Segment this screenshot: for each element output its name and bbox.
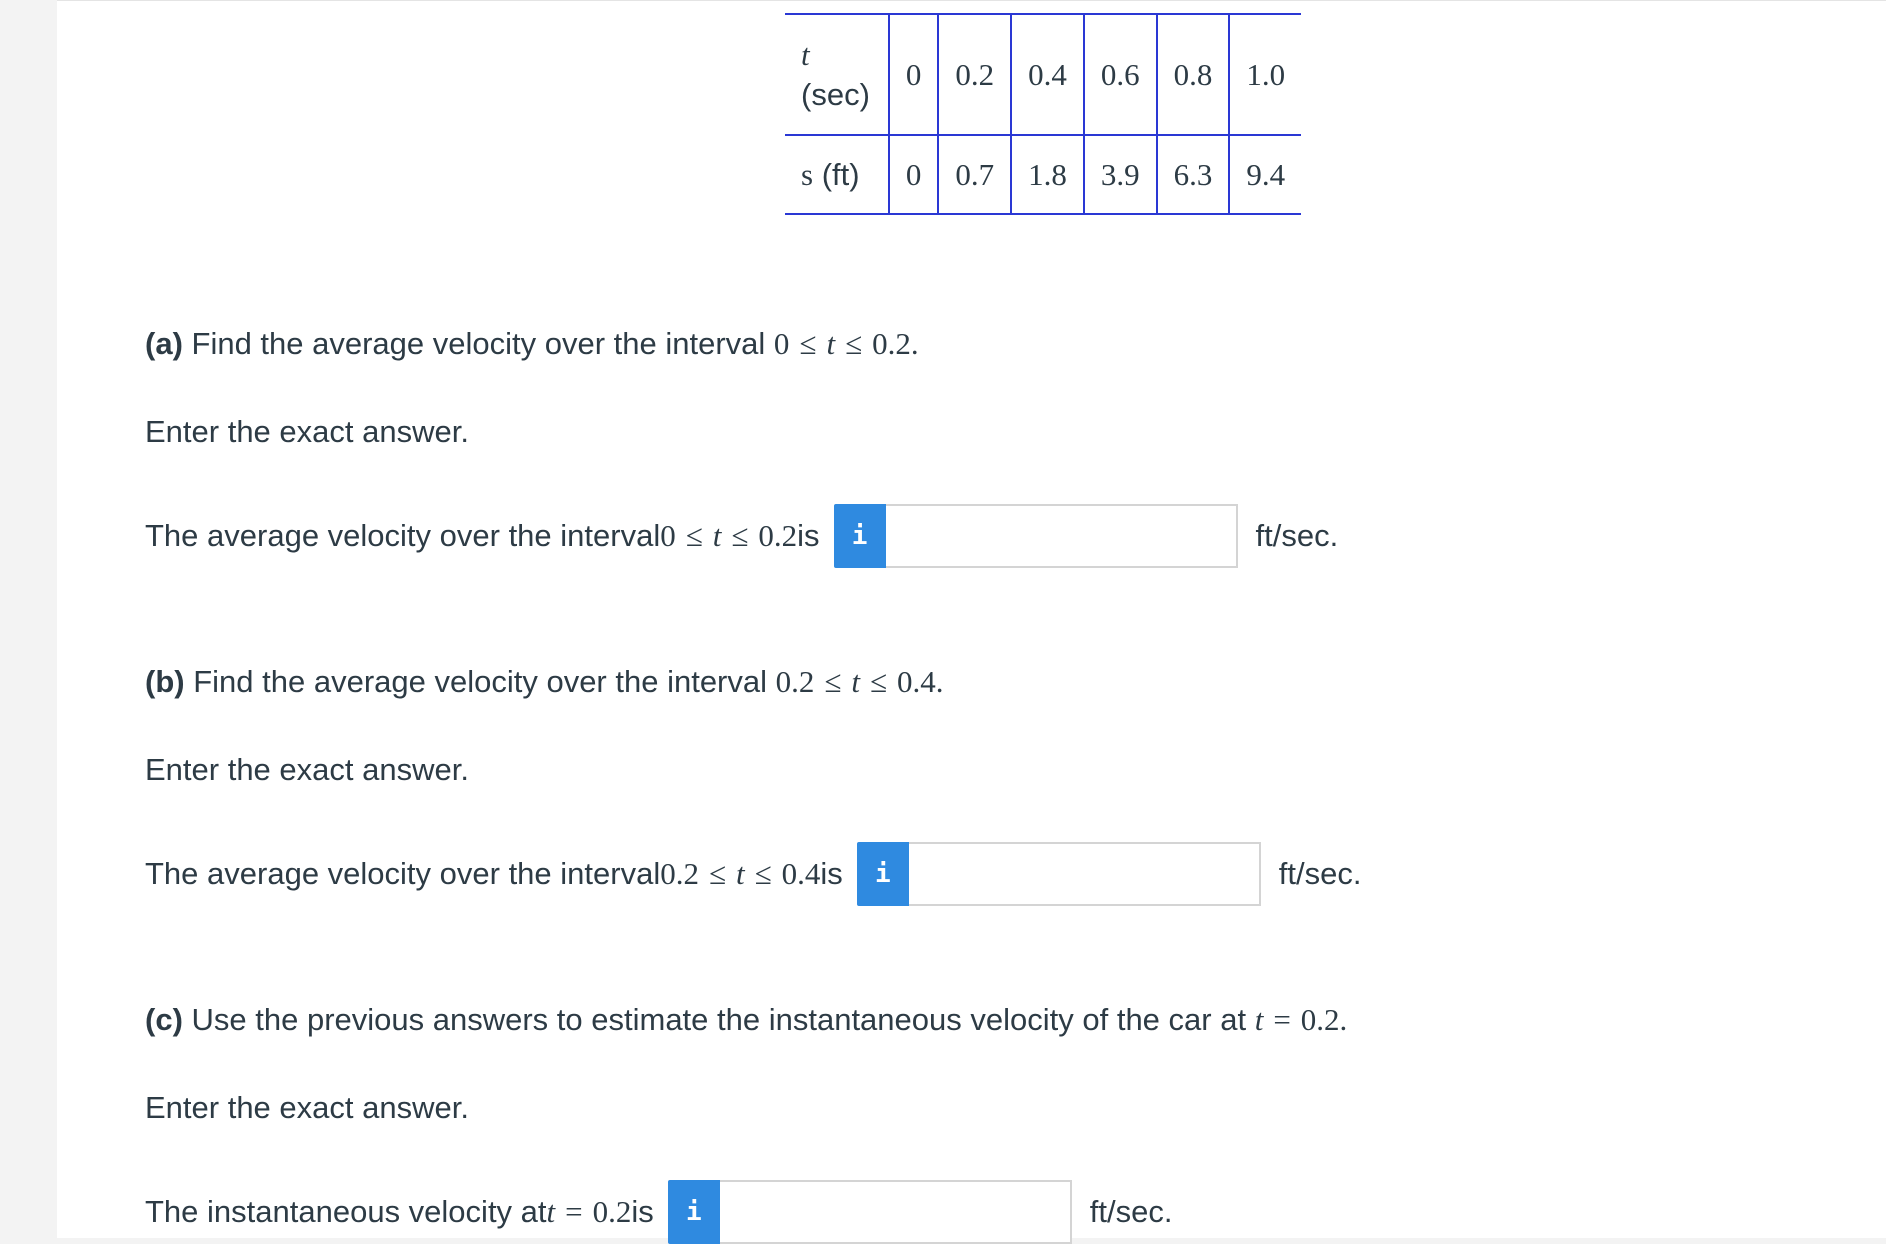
position-value: 9.4 bbox=[1229, 135, 1301, 214]
interval-lower: 0.2 bbox=[660, 856, 699, 891]
part-a-answer-input[interactable] bbox=[886, 504, 1238, 568]
question-page bbox=[57, 0, 1886, 1238]
time-value: 0.2 bbox=[1300, 1002, 1340, 1037]
interval-variable: t bbox=[735, 856, 745, 891]
position-value: 0 bbox=[889, 135, 939, 214]
leq-symbol: ≤ bbox=[799, 326, 817, 361]
position-variable: s bbox=[801, 156, 814, 192]
equals-symbol: = bbox=[565, 1194, 583, 1229]
part-b-answer-prefix: The average velocity over the interval bbox=[145, 856, 661, 891]
time-unit: (sec) bbox=[801, 76, 870, 112]
time-value: 0.2 bbox=[938, 14, 1011, 135]
part-b-answer-input[interactable] bbox=[909, 842, 1261, 906]
part-b-interval bbox=[776, 664, 944, 699]
part-c-answer-condition bbox=[547, 1194, 632, 1230]
time-variable: t bbox=[1254, 1002, 1264, 1037]
position-data-table bbox=[785, 13, 1301, 215]
time-value: 0.2 bbox=[592, 1194, 632, 1229]
period: . bbox=[935, 664, 944, 699]
part-c-condition bbox=[1255, 1002, 1348, 1037]
part-b-label: (b) bbox=[145, 664, 185, 699]
part-c-question bbox=[145, 1002, 1347, 1038]
time-row bbox=[785, 14, 1301, 135]
period: . bbox=[910, 326, 919, 361]
part-b-instruction: Enter the exact answer. bbox=[145, 752, 469, 787]
interval-variable: t bbox=[826, 326, 836, 361]
time-row-header bbox=[785, 14, 889, 135]
info-icon[interactable]: i bbox=[834, 504, 886, 568]
part-c-answer-row bbox=[145, 1180, 1172, 1244]
position-value: 1.8 bbox=[1011, 135, 1084, 214]
time-value: 0.6 bbox=[1084, 14, 1157, 135]
part-c-answer-prefix: The instantaneous velocity at bbox=[145, 1194, 547, 1229]
leq-symbol: ≤ bbox=[731, 518, 749, 553]
part-b-answer-interval bbox=[660, 856, 820, 892]
part-c-instruction: Enter the exact answer. bbox=[145, 1090, 469, 1125]
interval-lower: 0 bbox=[773, 326, 790, 361]
leq-symbol: ≤ bbox=[685, 518, 703, 553]
position-value: 6.3 bbox=[1157, 135, 1230, 214]
leq-symbol: ≤ bbox=[824, 664, 842, 699]
part-b-answer-row bbox=[145, 842, 1361, 906]
part-a-prompt: Find the average velocity over the interval bbox=[182, 326, 774, 361]
part-a-answer-row bbox=[145, 504, 1338, 568]
leq-symbol: ≤ bbox=[708, 856, 726, 891]
part-a-answer-interval bbox=[660, 518, 797, 554]
time-value: 0.8 bbox=[1157, 14, 1230, 135]
time-variable: t bbox=[801, 36, 810, 72]
part-b-unit: ft/sec. bbox=[1278, 856, 1362, 891]
part-c-answer-input[interactable] bbox=[720, 1180, 1072, 1244]
position-row bbox=[785, 135, 1301, 214]
part-b-question bbox=[145, 664, 944, 700]
part-a-question bbox=[145, 326, 919, 362]
equals-symbol: = bbox=[1273, 1002, 1291, 1037]
position-value: 3.9 bbox=[1084, 135, 1157, 214]
part-c-label: (c) bbox=[145, 1002, 183, 1037]
part-a-instruction: Enter the exact answer. bbox=[145, 414, 469, 449]
part-c-unit: ft/sec. bbox=[1089, 1194, 1173, 1229]
interval-upper: 0.2 bbox=[872, 326, 911, 361]
interval-lower: 0.2 bbox=[775, 664, 815, 699]
part-c-prompt: Use the previous answers to estimate the instantaneous velocity of the car at bbox=[182, 1002, 1255, 1037]
interval-lower: 0 bbox=[660, 518, 676, 553]
part-a-interval bbox=[774, 326, 919, 361]
leq-symbol: ≤ bbox=[754, 856, 772, 891]
interval-upper: 0.4 bbox=[781, 856, 821, 891]
position-value: 0.7 bbox=[938, 135, 1011, 214]
position-unit: (ft) bbox=[813, 156, 860, 192]
position-row-header bbox=[785, 135, 889, 214]
part-c-answer-suffix: is bbox=[631, 1194, 654, 1229]
interval-variable: t bbox=[851, 664, 861, 699]
time-value: 0.4 bbox=[1011, 14, 1084, 135]
time-value: 1.0 bbox=[1229, 14, 1301, 135]
interval-upper: 0.2 bbox=[758, 518, 798, 553]
interval-upper: 0.4 bbox=[897, 664, 936, 699]
info-icon[interactable]: i bbox=[857, 842, 909, 906]
leq-symbol: ≤ bbox=[845, 326, 863, 361]
time-value: 0 bbox=[889, 14, 939, 135]
part-b-prompt: Find the average velocity over the interval bbox=[184, 664, 776, 699]
part-a-answer-suffix: is bbox=[797, 518, 820, 553]
interval-variable: t bbox=[712, 518, 722, 553]
part-a-label: (a) bbox=[145, 326, 183, 361]
part-a-answer-prefix: The average velocity over the interval bbox=[145, 518, 661, 553]
part-b-answer-suffix: is bbox=[820, 856, 843, 891]
leq-symbol: ≤ bbox=[870, 664, 888, 699]
period: . bbox=[1339, 1002, 1348, 1037]
time-variable: t bbox=[546, 1194, 556, 1229]
info-icon[interactable]: i bbox=[668, 1180, 720, 1244]
part-a-unit: ft/sec. bbox=[1255, 518, 1339, 553]
